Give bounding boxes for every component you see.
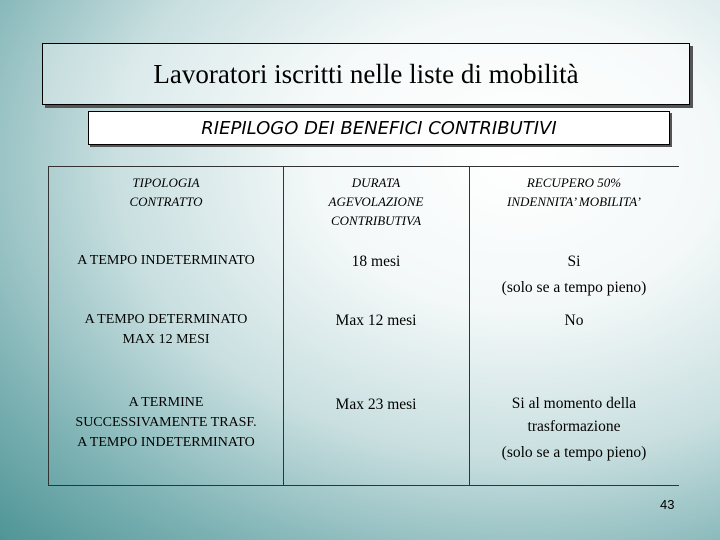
slide-title	[42, 43, 690, 105]
cell-line: No	[564, 312, 584, 329]
header-line: INDENNITA’ MOBILITA’	[507, 194, 641, 209]
benefits-table	[48, 166, 679, 486]
header-line: TIPOLOGIA	[132, 175, 200, 190]
header-line: AGEVOLAZIONE	[328, 194, 424, 209]
header-line: RECUPERO 50%	[526, 175, 622, 190]
cell-line: Max 12 mesi	[335, 312, 417, 329]
cell-line: SUCCESSIVAMENTE TRASF.	[75, 415, 257, 430]
cell-line: 18 mesi	[351, 253, 401, 270]
cell-line: A TERMINE	[128, 395, 204, 410]
header-line: CONTRATTO	[129, 194, 203, 209]
header-recupero	[469, 173, 679, 211]
cell-line: Si	[567, 253, 581, 270]
cell-line: Si al momento della	[511, 395, 637, 412]
row2-recupero	[469, 308, 679, 334]
row2-durata	[283, 308, 469, 334]
cell-line: A TEMPO INDETERMINATO	[77, 435, 255, 450]
slide-subtitle	[88, 111, 670, 145]
slide-subtitle-text: RIEPILOGO DEI BENEFICI CONTRIBUTIVI	[201, 117, 557, 139]
cell-line: Max 23 mesi	[335, 396, 417, 413]
row1-tipologia	[49, 251, 283, 271]
cell-line: trasformazione	[527, 418, 621, 435]
cell-line: (solo se a tempo pieno)	[501, 444, 647, 461]
row3-recupero	[469, 392, 679, 464]
cell-line: A TEMPO INDETERMINATO	[77, 253, 255, 268]
cell-line: A TEMPO DETERMINATO	[84, 312, 248, 327]
cell-line: MAX 12 MESI	[122, 332, 210, 347]
header-line: CONTRIBUTIVA	[330, 213, 422, 228]
slide-title-text: Lavoratori iscritti nelle liste di mobilità	[153, 58, 579, 89]
header-durata	[283, 173, 469, 230]
header-line: DURATA	[351, 175, 401, 190]
row3-tipologia	[49, 393, 283, 453]
page-number: 43	[660, 497, 675, 512]
row1-durata	[283, 249, 469, 275]
header-tipologia	[49, 173, 283, 211]
cell-line: (solo se a tempo pieno)	[501, 279, 647, 296]
row2-tipologia	[49, 310, 283, 350]
row1-recupero	[469, 249, 679, 301]
row3-durata	[283, 392, 469, 418]
